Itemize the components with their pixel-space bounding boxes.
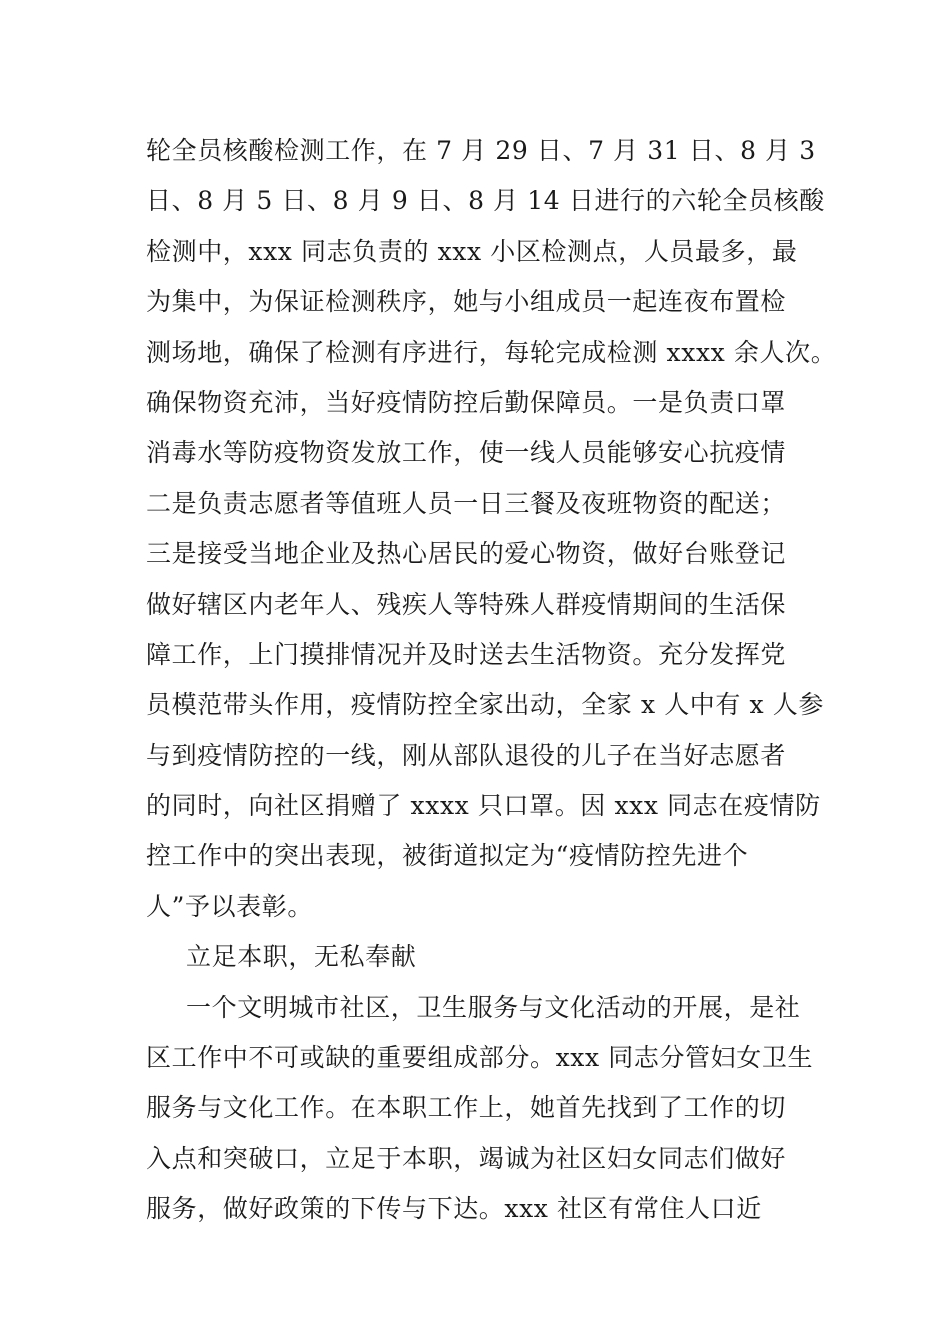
text-line: 员模范带头作用，疫情防控全家出动，全家 x 人中有 x 人参 [146,690,824,720]
text-line: 与到疫情防控的一线，刚从部队退役的儿子在当好志愿者 [146,740,787,770]
text-line: 消毒水等防疫物资发放工作，使一线人员能够安心抗疫情 [146,438,787,468]
paragraph-first-line: 一个文明城市社区，卫生服务与文化活动的开展，是社 [186,992,801,1022]
text-line: 为集中，为保证检测秩序，她与小组成员一起连夜布置检 [146,287,787,317]
text-line: 障工作，上门摸排情况并及时送去生活物资。充分发挥党 [146,639,787,669]
text-line: 区工作中不可或缺的重要组成部分。xxx 同志分管妇女卫生 [146,1043,814,1073]
text-line: 人”予以表彰。 [146,891,313,921]
text-line: 轮全员核酸检测工作，在 7 月 29 日、7 月 31 日、8 月 3 [146,136,816,165]
text-line: 二是负责志愿者等值班人员一日三餐及夜班物资的配送； [146,488,787,518]
body-text [146,126,837,1235]
text-line: 控工作中的突出表现，被街道拟定为“疫情防控先进个 [146,841,749,871]
text-line: 入点和突破口，立足于本职，竭诚为社区妇女同志们做好 [146,1143,787,1173]
text-line: 日、8 月 5 日、8 月 9 日、8 月 14 日进行的六轮全员核酸 [146,186,825,216]
text-line: 测场地，确保了检测有序进行，每轮完成检测 xxxx 余人次。 [146,337,837,367]
text-line: 服务与文化工作。在本职工作上，她首先找到了工作的切 [146,1093,787,1123]
text-line: 确保物资充沛，当好疫情防控后勤保障员。一是负责口罩 [146,387,787,417]
section-heading: 立足本职，无私奉献 [186,942,417,972]
text-line: 三是接受当地企业及热心居民的爱心物资，做好台账登记 [146,539,787,569]
text-line: 检测中，xxx 同志负责的 xxx 小区检测点，人员最多，最 [146,236,798,266]
text-line: 服务，做好政策的下传与下达。xxx 社区有常住人口近 [146,1194,762,1224]
text-line: 的同时，向社区捐赠了 xxxx 只口罩。因 xxx 同志在疫情防 [146,791,821,821]
text-line: 做好辖区内老年人、残疾人等特殊人群疫情期间的生活保 [146,589,787,619]
